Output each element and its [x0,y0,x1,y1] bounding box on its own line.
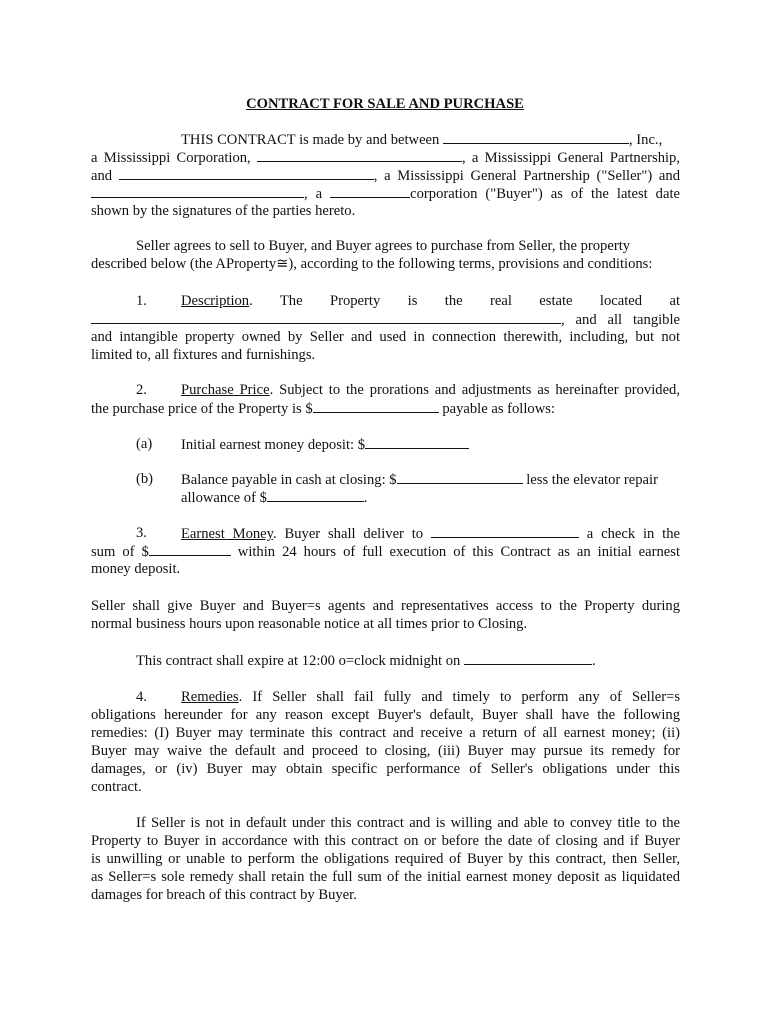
section-4-line-6: contract. [91,779,142,795]
buyer-corp-blank[interactable] [330,184,410,198]
intro-line-3: and , a Mississippi General Partnership ("Seller") and [91,168,680,184]
balance-closing-blank[interactable] [397,470,523,484]
section-4-number: 4. [136,689,147,705]
agree-line-2: described below (the AProperty≅), according to the following terms, provisions and conditions: [91,256,653,272]
earnest-deposit-blank[interactable] [365,435,469,449]
elevator-allowance-blank[interactable] [267,488,364,502]
expiration-date-blank[interactable] [464,651,592,665]
buyer-name-blank[interactable] [91,184,304,198]
section-1-line-1: Description. The Property is the real estate located at [181,293,680,309]
purchase-price-blank[interactable] [313,399,439,413]
item-b-line-1: Balance payable in cash at closing: $ less the elevator repair [181,472,658,488]
section-3-number: 3. [136,525,147,541]
section-4-line-1: Remedies. If Seller shall fail fully and timely to perform any of Seller=s [181,689,680,705]
party-partnership-2-blank[interactable] [119,166,374,180]
section-4-heading: Remedies [181,689,239,705]
section-3-line-2: sum of $ within 24 hours of full execution of this Contract as an initial earnest [91,544,681,560]
agree-line-1: Seller agrees to sell to Buyer, and Buyer agrees to purchase from Seller, the property [136,238,631,254]
document-title: CONTRACT FOR SALE AND PURCHASE [246,96,524,112]
intro-line-4: , a corporation ("Buyer") as of the latest date [91,184,680,203]
party-partnership-1-blank[interactable] [257,148,462,162]
section-2-number: 2. [136,382,147,398]
default-line-5: damages for breach of this contract by Buyer. [91,887,357,903]
intro-line-1: THIS CONTRACT is made by and between , Inc., [181,132,663,148]
access-line-2: normal business hours upon reasonable notice at all times prior to Closing. [91,616,528,632]
section-3-line-3: money deposit. [91,561,181,577]
default-line-1: If Seller is not in default under this contract and is willing and able to convey title to the [136,815,680,831]
property-location-blank[interactable] [91,310,561,324]
party-inc-blank[interactable] [443,130,629,144]
access-line-1: Seller shall give Buyer and Buyer=s agents and representatives access to the Property during [91,598,680,614]
section-1-line-2: , and all tangible [91,310,680,329]
section-1-heading: Description [181,293,250,309]
item-a-text: Initial earnest money deposit: $ [181,435,469,454]
section-3-line-1: Earnest Money. Buyer shall deliver to a check in the [181,526,680,542]
section-1-line-3: and intangible property owned by Seller and used in connection therewith, including, but not [91,329,680,345]
intro-line-5: shown by the signatures of the parties hereto. [91,203,356,219]
section-4-line-4: Buyer may waive the default and proceed to closing, (iii) Buyer may pursue its remedy for [91,743,680,759]
section-4-line-3: remedies: (I) Buyer may terminate this contract and receive a return of all earnest money; (ii) [91,725,680,741]
section-4-line-2: obligations hereunder for any reason except Buyer's default, Buyer shall have the following [91,707,680,723]
section-2-line-1: Purchase Price. Subject to the prorations and adjustments as hereinafter provided, [181,382,680,398]
item-b-label: (b) [136,471,154,487]
expiration-line: This contract shall expire at 12:00 o=clock midnight on . [136,653,596,669]
escrow-agent-blank[interactable] [431,524,579,538]
intro-line-2: a Mississippi Corporation, , a Mississippi General Partnership, [91,150,681,166]
section-2-heading: Purchase Price [181,382,270,398]
default-line-4: as Seller=s sole remedy shall retain the full sum of the initial earnest money deposit as liquidated [91,869,680,885]
section-1-number: 1. [136,293,147,309]
item-b-line-2: allowance of $ . [181,490,368,506]
section-4-line-5: damages, or (iv) Buyer may obtain specific performance of Seller's obligations under this [91,761,680,777]
item-a-label: (a) [136,436,153,452]
section-2-line-2: the purchase price of the Property is $ payable as follows: [91,401,555,417]
default-line-3: is unwilling or unable to perform the obligations required of Buyer by this contract, then Seller, [91,851,680,867]
section-3-heading: Earnest Money [181,526,273,542]
default-line-2: Property to Buyer in accordance with this contract on or before the date of closing and if Buyer [91,833,680,849]
earnest-sum-blank[interactable] [149,542,231,556]
section-1-line-4: limited to, all fixtures and furnishings. [91,347,316,363]
